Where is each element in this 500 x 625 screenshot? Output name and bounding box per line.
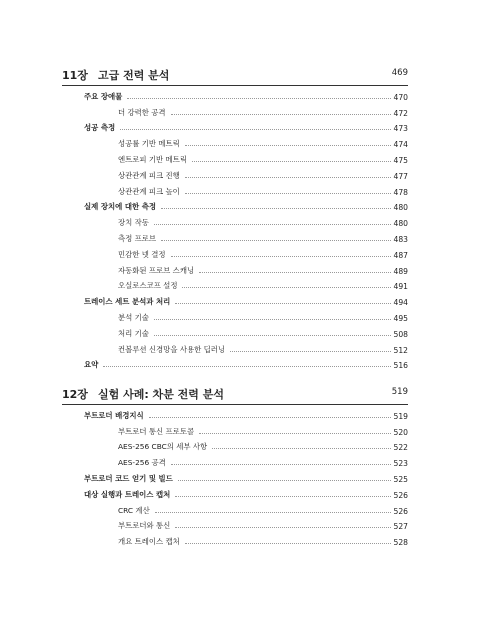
entry-page-number: 470 — [393, 92, 408, 102]
entry-label: 장치 작동 — [118, 218, 149, 228]
entry-page-number: 480 — [393, 219, 408, 229]
dot-leader — [103, 366, 390, 367]
toc-subsection[interactable] — [62, 531, 408, 547]
entry-label: 부트로더 코드 얻기 및 빌드 — [84, 473, 173, 483]
toc-section[interactable] — [62, 86, 408, 102]
dot-leader — [192, 161, 391, 162]
toc-subsection[interactable] — [62, 228, 408, 244]
toc-entries — [62, 405, 408, 547]
chapter-number: 12장 — [62, 388, 88, 401]
entry-label: 요약 — [84, 360, 99, 370]
entry-page-number: 494 — [393, 298, 408, 308]
dot-leader — [178, 480, 391, 481]
toc-subsection[interactable] — [62, 339, 408, 355]
entry-label: 민감한 넷 결정 — [118, 249, 166, 259]
toc-subsection[interactable] — [62, 500, 408, 516]
entry-label: 성공 측정 — [84, 123, 116, 133]
toc-subsection[interactable] — [62, 102, 408, 118]
entry-page-number: 520 — [393, 427, 408, 437]
dot-leader — [149, 417, 391, 418]
toc-subsection[interactable] — [62, 276, 408, 292]
dot-leader — [185, 145, 391, 146]
entry-label: 처리 기술 — [118, 328, 149, 338]
entry-page-number: 477 — [393, 171, 408, 181]
entry-label: 부트로더와 통신 — [118, 521, 171, 531]
entry-page-number: 527 — [393, 522, 408, 532]
dot-leader — [161, 240, 390, 241]
entry-page-number: 519 — [393, 411, 408, 421]
entry-label: AES-256 공격 — [118, 458, 166, 468]
dot-leader — [127, 98, 390, 99]
entry-page-number: 512 — [393, 345, 408, 355]
toc-section[interactable] — [62, 291, 408, 307]
entry-page-number: 480 — [393, 203, 408, 213]
entry-label: 상관관계 피크 높이 — [118, 186, 180, 196]
dot-leader — [120, 129, 390, 130]
chapter-number: 11장 — [62, 69, 88, 82]
dot-leader — [154, 335, 391, 336]
entry-page-number: 491 — [393, 282, 408, 292]
entry-label: 주요 장애물 — [84, 91, 123, 101]
dot-leader — [175, 527, 390, 528]
dot-leader — [155, 512, 391, 513]
dot-leader — [199, 433, 390, 434]
entry-label: 개요 트레이스 캡처 — [118, 537, 180, 547]
toc-subsection[interactable] — [62, 437, 408, 453]
entry-label: 부트로더 배경지식 — [84, 410, 144, 420]
toc-subsection[interactable] — [62, 212, 408, 228]
entry-page-number: 478 — [393, 187, 408, 197]
entry-label: 대상 실행과 트레이스 캡처 — [84, 489, 171, 499]
entry-label: 실제 장치에 대한 측정 — [84, 202, 156, 212]
toc-subsection[interactable] — [62, 516, 408, 532]
toc-subsection[interactable] — [62, 452, 408, 468]
entry-label: 성공률 기반 메트릭 — [118, 139, 180, 149]
entry-label: 엔트로피 기반 메트릭 — [118, 154, 187, 164]
entry-page-number: 489 — [393, 266, 408, 276]
entry-label: 자동화된 프로브 스캐닝 — [118, 265, 195, 275]
entry-label: 상관관계 피크 진행 — [118, 170, 180, 180]
dot-leader — [212, 448, 390, 449]
entry-page-number: 526 — [393, 490, 408, 500]
entry-label: 오실로스코프 설정 — [118, 281, 178, 291]
entry-page-number: 523 — [393, 459, 408, 469]
entry-page-number: 483 — [393, 234, 408, 244]
entry-page-number: 475 — [393, 155, 408, 165]
entry-page-number: 528 — [393, 538, 408, 548]
toc-subsection[interactable] — [62, 165, 408, 181]
chapter-title: 고급 전력 분석 — [98, 69, 170, 82]
toc-subsection[interactable] — [62, 307, 408, 323]
chapter-heading — [62, 386, 408, 405]
entry-label: 트레이스 세트 분석과 처리 — [84, 297, 171, 307]
dot-leader — [171, 256, 391, 257]
toc-section[interactable] — [62, 118, 408, 134]
entry-page-number: 473 — [393, 124, 408, 134]
entry-label: 컨볼루션 신경망을 사용한 딥러닝 — [118, 344, 226, 354]
toc-subsection[interactable] — [62, 323, 408, 339]
entry-page-number: 526 — [393, 506, 408, 516]
toc-subsection[interactable] — [62, 421, 408, 437]
toc-section[interactable] — [62, 197, 408, 213]
entry-page-number: 522 — [393, 443, 408, 453]
entry-page-number: 508 — [393, 329, 408, 339]
chapter-heading — [62, 67, 408, 86]
entry-label: CRC 계산 — [118, 505, 150, 515]
toc-subsection[interactable] — [62, 133, 408, 149]
toc-section[interactable] — [62, 405, 408, 421]
chapter-title: 실험 사례: 차분 전력 분석 — [98, 388, 224, 401]
entry-page-number: 487 — [393, 250, 408, 260]
dot-leader — [175, 303, 390, 304]
dot-leader — [182, 287, 390, 288]
dot-leader — [154, 319, 391, 320]
chapter-12 — [62, 386, 408, 547]
dot-leader — [199, 272, 390, 273]
toc-subsection[interactable] — [62, 244, 408, 260]
entry-page-number: 525 — [393, 474, 408, 484]
chapter-page: 469 — [391, 68, 408, 78]
dot-leader — [175, 496, 390, 497]
entry-page-number: 472 — [393, 108, 408, 118]
dot-leader — [185, 177, 391, 178]
dot-leader — [185, 193, 391, 194]
dot-leader — [230, 351, 390, 352]
entry-page-number: 516 — [393, 361, 408, 371]
entry-label: 더 강력한 공격 — [118, 107, 166, 117]
entry-label: 부트로더 통신 프로토콜 — [118, 426, 195, 436]
entry-page-number: 474 — [393, 140, 408, 150]
toc-subsection[interactable] — [62, 181, 408, 197]
entry-label: 분석 기술 — [118, 312, 149, 322]
dot-leader — [171, 114, 391, 115]
dot-leader — [161, 208, 391, 209]
toc-section[interactable] — [62, 355, 408, 371]
toc-subsection[interactable] — [62, 260, 408, 276]
dot-leader — [185, 543, 391, 544]
toc-subsection[interactable] — [62, 149, 408, 165]
entry-label: AES-256 CBC의 세부 사항 — [118, 442, 208, 452]
dot-leader — [154, 224, 391, 225]
toc-section[interactable] — [62, 484, 408, 500]
entry-label: 측정 프로브 — [118, 233, 157, 243]
toc-section[interactable] — [62, 468, 408, 484]
dot-leader — [171, 464, 391, 465]
chapter-page: 519 — [391, 387, 408, 397]
toc-entries — [62, 86, 408, 370]
entry-page-number: 495 — [393, 313, 408, 323]
chapter-11 — [62, 67, 408, 370]
